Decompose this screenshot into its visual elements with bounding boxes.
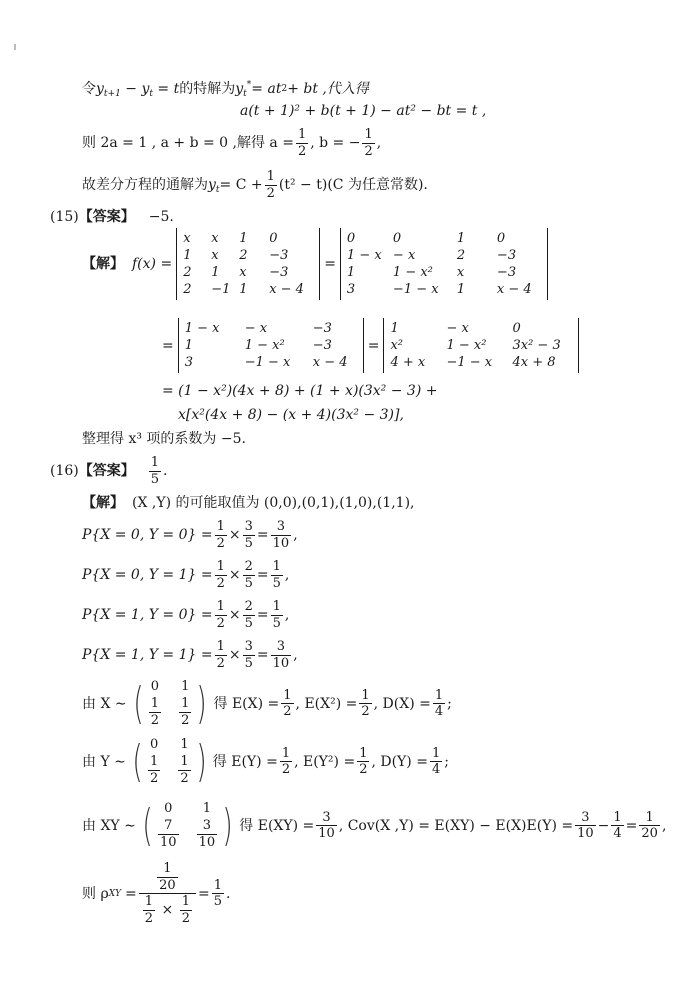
determinant-2: 0 0 1 0 1 − x − x 2 −3 1 1 − x² x −3 3 −1 − x 1 x − 4 <box>340 228 548 300</box>
q16-answer: (16) 【答案】 $\frac{1}{5}$ . <box>50 455 168 487</box>
line-general-solution: 故差分方程的通解为 $y_t$ = C + $\frac{1}{2}$ (t² − t)(C 为任意常数). <box>82 169 428 201</box>
y-distribution-line: 由 Y ∼ ( 0 1 $\frac{1}{2}$ $\frac{1}{2}$ ) 得 E(Y) = $\frac{1}{2}$ , E(Y²) = $\frac{1}{2}$ , D(Y) = $\frac{1}{4}$ ; <box>82 735 449 787</box>
fraction-half-2: $\frac{1}{2}$ <box>364 127 373 159</box>
determinant-4: 1 − x 0 x² 1 − x² 3x² − 3 4 + x −1 − x 4x + 8 <box>383 318 579 373</box>
q15-det-line-2: = 1 − x − x −3 1 1 − x² −3 3 −1 − x x − 4 = 1 − x 0 x² 1 − x² 3x² − 3 4 + x −1 − x 4x + 8 <box>162 318 583 373</box>
rho-line: 则 ρ XY = $\frac{1}{20}$ $\frac{1}{2}$ × $\frac{1}{2}$ = $\frac{1}{5}$ . <box>82 861 231 926</box>
q15-expansion-1: = (1 − x²)(4x + 8) + (1 + x)(3x² − 3) + <box>162 383 438 399</box>
line-difference-eq: 令 $y_{t+1} - y_t = t$ 的特解为 $y_t^*$ = at 2 + bt ,代入得 <box>82 80 369 99</box>
q15-det-line-1: 【解】 f(x) = x x 1 0 1 x 2 −3 2 1 x −3 2 −1 1 x − 4 = 0 0 1 0 1 − x − x 2 −3 1 1 − x² x −3 3 −1 − x 1 x − 4 <box>82 228 552 300</box>
xy-distribution-matrix: ( 0 1 $\frac{7}{10}$ $\frac{3}{10}$ ) <box>142 799 233 851</box>
fraction-answer: $\frac{1}{5}$ <box>150 455 160 487</box>
x-distribution-matrix: ( 0 1 $\frac{1}{2}$ $\frac{1}{2}$ ) <box>133 677 208 729</box>
rho-fraction: $\frac{1}{20}$ $\frac{1}{2}$ × $\frac{1}{2}$ <box>139 862 196 926</box>
x-distribution-line: 由 X ∼ ( 0 1 $\frac{1}{2}$ $\frac{1}{2}$ ) 得 E(X) = $\frac{1}{2}$ , E(X²) = $\frac{1}{2}$ , D(X) = $\frac{1}{4}$ ; <box>82 677 452 729</box>
y-distribution-matrix: ( 0 1 $\frac{1}{2}$ $\frac{1}{2}$ ) <box>132 735 207 787</box>
fraction-half: $\frac{1}{2}$ <box>297 127 307 159</box>
fraction-half-3: $\frac{1}{2}$ <box>266 169 275 201</box>
prob-row: P{X = 1, Y = 0} = $\frac{1}{2}$ × $\frac{2}{5}$ = $\frac{1}{5}$ , <box>82 599 290 631</box>
line-substitution: a(t + 1)² + b(t + 1) − at² − bt = t , <box>240 103 487 119</box>
q15-answer: (15) 【答案】 −5. <box>50 209 174 225</box>
q16-solution: 【解】 (X ,Y) 的可能取值为 (0,0),(0,1),(1,0),(1,1), <box>82 495 415 511</box>
q15-expansion-2: x[x²(4x + 8) − (x + 4)(3x² − 3)], <box>178 407 404 423</box>
q15-conclusion: 整理得 x³ 项的系数为 −5. <box>82 431 246 447</box>
determinant-3: 1 − x − x −3 1 1 − x² −3 3 −1 − x x − 4 <box>178 318 364 373</box>
determinant-1: x x 1 0 1 x 2 −3 2 1 x −3 2 −1 1 x − 4 <box>176 228 320 300</box>
prob-row: P{X = 0, Y = 0} = $\frac{1}{2}$ × $\frac{3}{5}$ = $\frac{3}{10}$ , <box>82 519 298 551</box>
math-ytstar: $y_t^*$ <box>235 80 252 99</box>
prob-row: P{X = 0, Y = 1} = $\frac{1}{2}$ × $\frac{2}{5}$ = $\frac{1}{5}$ , <box>82 559 290 591</box>
math-yt-diff: $y_{t+1} - y_t = t$ <box>96 81 180 99</box>
xy-distribution-line: 由 XY ∼ ( 0 1 $\frac{7}{10}$ $\frac{3}{10}$ ) 得 E(XY) = $\frac{3}{10}$ , Cov(X ,Y) = E(XY) − E(X)E(Y) = $\frac{3}{10}$ − $\frac{1}{4}$ = $\frac{1}{20}$ , <box>82 799 667 851</box>
margin-mark <box>14 44 16 50</box>
prob-row: P{X = 1, Y = 1} = $\frac{1}{2}$ × $\frac{3}{5}$ = $\frac{3}{10}$ , <box>82 639 298 671</box>
line-solve-ab: 则 2a = 1 , a + b = 0 ,解得 a = $\frac{1}{2}$ , b = − $\frac{1}{2}$ , <box>82 127 382 159</box>
